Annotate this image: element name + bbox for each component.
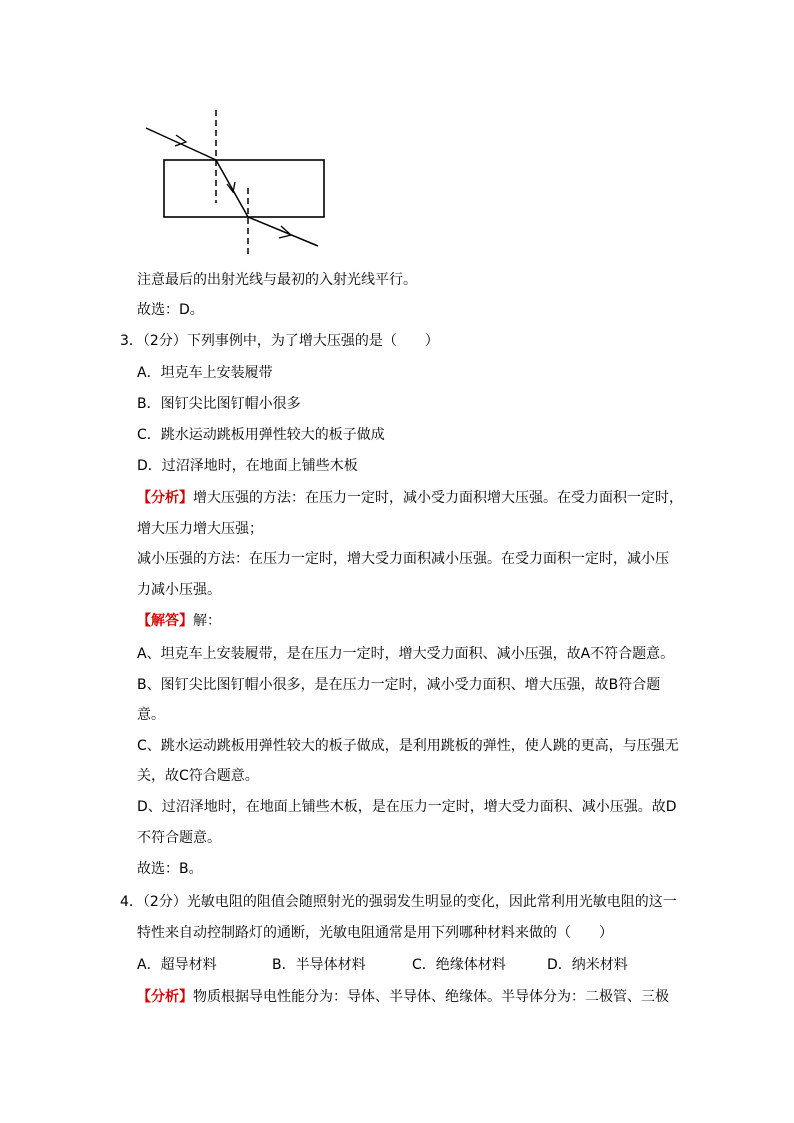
q3-answer-line: 不符合题意。	[137, 830, 221, 846]
incident-arrow	[175, 135, 186, 146]
q4-analysis-line1	[137, 987, 669, 1007]
refraction-diagram	[0, 0, 794, 270]
answer-tag: 【解答】	[137, 613, 193, 629]
q3-answer-line: 关，故C符合题意。	[137, 768, 259, 784]
q2-note: 注意最后的出射光线与最初的入射光线平行。	[137, 272, 417, 288]
q3-option-b: B．图钉尖比图钉帽小很多	[137, 396, 301, 412]
q3-option-d: D．过沼泽地时，在地面上铺些木板	[137, 458, 358, 474]
q3-answer-line: A、坦克车上安装履带，是在压力一定时，增大受力面积、减小压强，故A不符合题意。	[137, 646, 675, 662]
analysis-tag: 【分析】	[137, 490, 193, 506]
q4-option-d: D．纳米材料	[547, 957, 628, 973]
q4-stem-line2: 特性来自动控制路灯的通断，光敏电阻通常是用下列哪种材料来做的（ ）	[137, 925, 613, 941]
answer-intro: 解：	[193, 613, 221, 629]
q3-answer-line: B、图钉尖比图钉帽小很多，是在压力一定时，减小受力面积、增大压强，故B符合题	[137, 677, 661, 693]
q3-analysis-line1	[137, 488, 683, 508]
q4-option-b: B．半导体材料	[272, 957, 366, 973]
emergent-ray	[248, 217, 318, 246]
q4-stem-line1: 4．（2分）光敏电阻的阻值会随照射光的强弱发生明显的变化，因此常利用光敏电阻的这一	[120, 894, 677, 910]
q3-answer-header	[137, 611, 221, 631]
refracted-ray	[216, 160, 248, 217]
q3-analysis-line2: 增大压力增大压强；	[137, 521, 263, 537]
q3-option-c: C．跳水运动跳板用弹性较大的板子做成	[137, 427, 385, 443]
q3-analysis-line3: 减小压强的方法：在压力一定时，增大受力面积减小压强。在受力面积一定时，减小压	[137, 551, 669, 567]
q4-option-a: A．超导材料	[137, 957, 217, 973]
analysis-text: 物质根据导电性能分为：导体、半导体、绝缘体。半导体分为：二极管、三极	[193, 989, 669, 1005]
analysis-tag: 【分析】	[137, 989, 193, 1005]
q3-option-a: A．坦克车上安装履带	[137, 365, 273, 381]
q3-answer-line: 意。	[137, 707, 165, 723]
q3-stem: 3．（2分）下列事例中，为了增大压强的是（ ）	[120, 333, 439, 349]
q3-analysis-line4: 力减小压强。	[137, 582, 221, 598]
q3-answer-line: D、过沼泽地时，在地面上铺些木板，是在压力一定时，增大受力面积、减小压强。故D	[137, 799, 677, 815]
q4-option-c: C．绝缘体材料	[412, 957, 506, 973]
q2-choice: 故选：D。	[137, 302, 204, 318]
q3-answer-line: C、跳水运动跳板用弹性较大的板子做成，是利用跳板的弹性，使人跳的更高，与压强无	[137, 738, 679, 754]
q3-choice: 故选：B。	[137, 861, 203, 877]
analysis-text: 增大压强的方法：在压力一定时，减小受力面积增大压强。在受力面积一定时，	[193, 490, 683, 506]
